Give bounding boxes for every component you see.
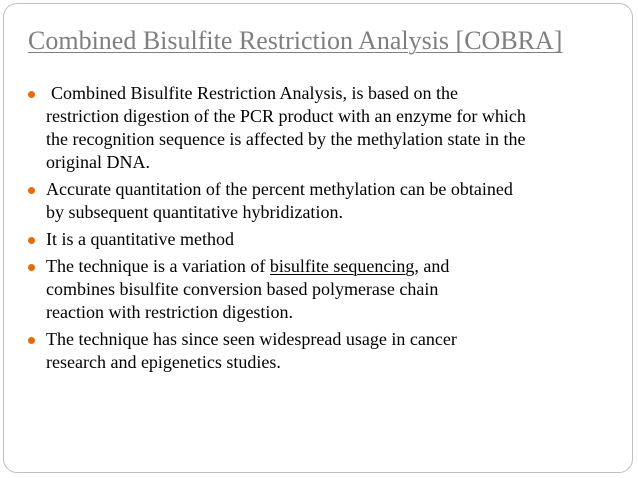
bullet-list xyxy=(0,82,616,378)
slide-title: Combined Bisulfite Restriction Analysis [COBRA] xyxy=(28,26,563,55)
bullet-line: Combined Bisulfite Restriction Analysis, is based on the xyxy=(51,83,458,103)
bullet-line: The technique has since seen widespread usage in cancer xyxy=(46,329,457,349)
bullet-line: the recognition sequence is affected by the methylation state in the xyxy=(46,129,526,149)
bullet-line: restriction digestion of the PCR product with an enzyme for which xyxy=(46,106,526,126)
bullet-line xyxy=(46,255,616,278)
bullet-dot-icon xyxy=(28,187,35,194)
bullet-dot-icon xyxy=(28,237,35,244)
bullet-dot-icon xyxy=(28,91,35,98)
bullet-line: original DNA. xyxy=(46,152,150,172)
bullet-line: Accurate quantitation of the percent methylation can be obtained xyxy=(46,179,513,199)
bullet-item xyxy=(0,82,616,174)
bullet-line: It is a quantitative method xyxy=(46,229,234,249)
bullet-text-after-link: , and xyxy=(414,256,450,276)
bisulfite-sequencing-link[interactable]: bisulfite sequencing xyxy=(269,256,415,276)
bullet-dot-icon xyxy=(28,264,35,271)
bullet-dot-icon xyxy=(28,337,35,344)
bullet-line: combines bisulfite conversion based polymerase chain xyxy=(46,279,439,299)
bullet-line: reaction with restriction digestion. xyxy=(46,302,293,322)
bullet-line: research and epigenetics studies. xyxy=(46,352,281,372)
bullet-line: by subsequent quantitative hybridization. xyxy=(46,202,343,222)
bullet-text-before-link: The technique is a variation of xyxy=(46,256,270,276)
bullet-item xyxy=(0,178,616,224)
bullet-item xyxy=(0,228,616,251)
bullet-item xyxy=(0,328,616,374)
bullet-item xyxy=(0,255,616,324)
